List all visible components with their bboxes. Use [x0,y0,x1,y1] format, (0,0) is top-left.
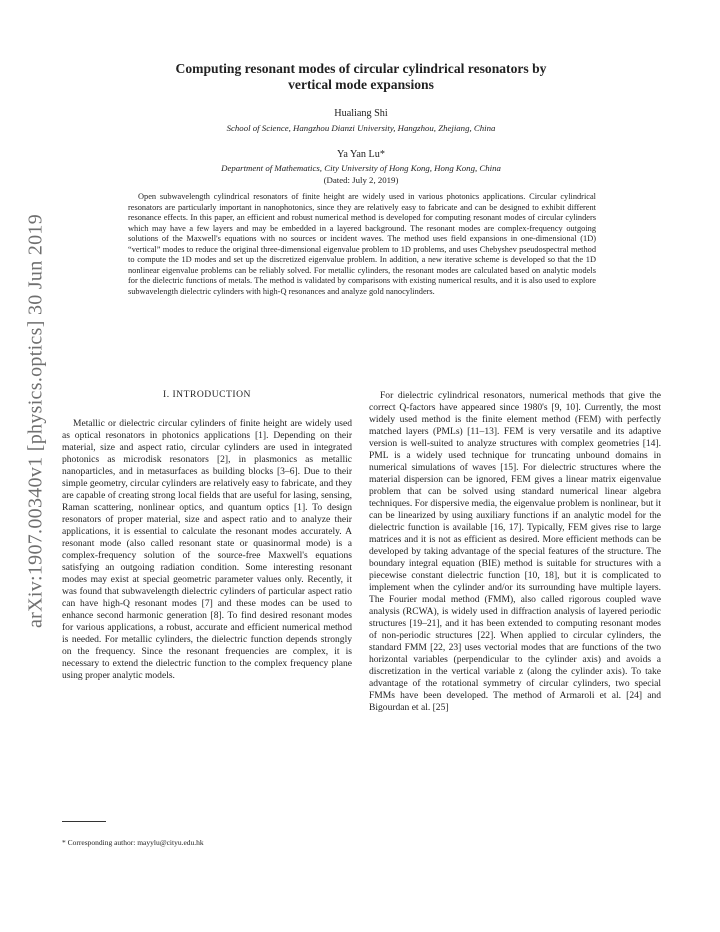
intro-paragraph-2: For dielectric cylindrical resonators, numerical methods that give the correct Q-factors have appeared since 1980's [9, 10]. Currently, the most widely used method is the finite element method (FEM) with perfectly matched layers (PMLs) [11–13]. FEM is very versatile and its adaptive version is well-suited to analyze structures with complex geometries [14]. PML is a widely used technique for truncating unbound domains in numerical simulations of waves [15]. For dielectric structures where the material dispersion can be ignored, FEM gives a linear matrix eigenvalue problem that can be solved using standard numerical linear algebra techniques. For dispersive media, the eigenvalue problem is nonlinear, but it can be linearized by using auxiliary functions if an analytic model for the dielectric function is available [16, 17]. Typically, FEM gives rise to large matrices and it is not as efficient as desired. More efficient methods can be developed by taking advantage of the special features of the structure. The boundary integral equation (BIE) method is suitable for structures with a piecewise constant dielectric function [10, 18], but it is complicated to implement when the cylinder and/or its surrounding have multiple layers. The Fourier modal method (FMM), also called rigorous coupled wave analysis (RCWA), is widely used in diffraction analysis of layered periodic structures [19–21], and it has been extended to computing resonant modes of non-periodic structures [22]. When applied to circular cylinders, the standard FMM [22, 23] uses vectorial modes that are functions of the two horizontal variables (perpendicular to the cylinder axis) and avoids a discretization in the vertical variable z (along the cylinder axis). To take advantage of the rotational symmetry of circular cylinders, two special FMMs have been developed. The method of Armaroli et al. [24] and Bigourdan et al. [25] [369,390,661,713]
author-1: Hualiang Shi [334,108,388,119]
affiliation-2: Department of Mathematics, City University of Hong Kong, Hong Kong, China [221,163,501,173]
right-column [369,390,661,714]
title-line-1: Computing resonant modes of circular cylindrical resonators by [175,61,547,76]
date-line: (Dated: July 2, 2019) [323,175,399,185]
footnote-rule [62,821,106,822]
left-column [62,418,352,682]
arxiv-identifier: arXiv:1907.00340v1 [physics.optics] 30 Jun 2019 [24,213,47,629]
title-line-2: vertical mode expansions [288,77,434,92]
intro-paragraph-1: Metallic or dielectric circular cylinders of finite height are widely used as optical resonators in photonics applications [1]. Depending on their material, size and aspect ratio, circular cylinders are used in integrated photonics as microdisk resonators [2], in plasmonics as metallic nanoparticles, and in metasurfaces as building blocks [3–6]. Due to their simple geometry, circular cylinders are relatively easy to fabricate, and they are capable of creating strong local fields that are useful for lasing, sensing, Raman scattering, nonlinear optics, and quantum optics [1]. To design resonators of proper material, size and aspect ratio and to analyze their applications, it is essential to calculate the resonant modes accurately. A resonant mode (also called resonant state or quasinormal mode) is a complex-frequency solution of the source-free Maxwell's equations satisfying an outgoing radiation condition. Some interesting resonant modes may exist at special geometric parameter values only. Recently, it was found that subwavelength dielectric cylinders of particular aspect ratio can have high-Q resonant modes [7] and these modes can be used to enhance second harmonic generation [8]. To find desired resonant modes for various applications, a robust, accurate and efficient numerical method is needed. For metallic cylinders, the dielectric function depends strongly on the frequency. Since the resonant frequencies are complex, it is necessary to extend the dielectric function to the complex frequency plane using proper analytic models. [62,418,352,681]
author-2: Ya Yan Lu* [337,149,385,160]
abstract: Open subwavelength cylindrical resonators of finite height are widely used in various photonics applications. Circular cylindrical resonators are particularly important in nanophotonics, since they are relatively easy to fabricate and can be designed to exhibit different resonance effects. In this paper, an efficient and robust numerical method is developed for computing resonant modes of circular cylinders which may have a few layers and may be embedded in a layered background. The resonant modes are complex-frequency outgoing solutions of the Maxwell's equations with no sources or incident waves. The method uses field expansions in one-dimensional (1D) “vertical” modes to reduce the original three-dimensional eigenvalue problem to 1D problems, and uses Chebyshev pseudospectral method to compute the 1D modes and set up the discretized eigenvalue problem. In addition, a new iterative scheme is developed so that the 1D nonlinear eigenvalue problems can be reliably solved. For metallic cylinders, the resonant modes are calculated based on analytic models for the dielectric functions of metals. The method is validated by comparisons with existing numerical results, and it is also used to explore subwavelength dielectric cylinders with high-Q resonances and analyze gold nanocylinders. [128,192,596,296]
paper-title [120,61,602,93]
section-heading-introduction: I. INTRODUCTION [163,389,251,400]
affiliation-1: School of Science, Hangzhou Dianzi University, Hangzhou, Zhejiang, China [226,123,496,133]
footnote-corresponding-author: * Corresponding author: mayylu@cityu.edu.hk [62,838,204,847]
